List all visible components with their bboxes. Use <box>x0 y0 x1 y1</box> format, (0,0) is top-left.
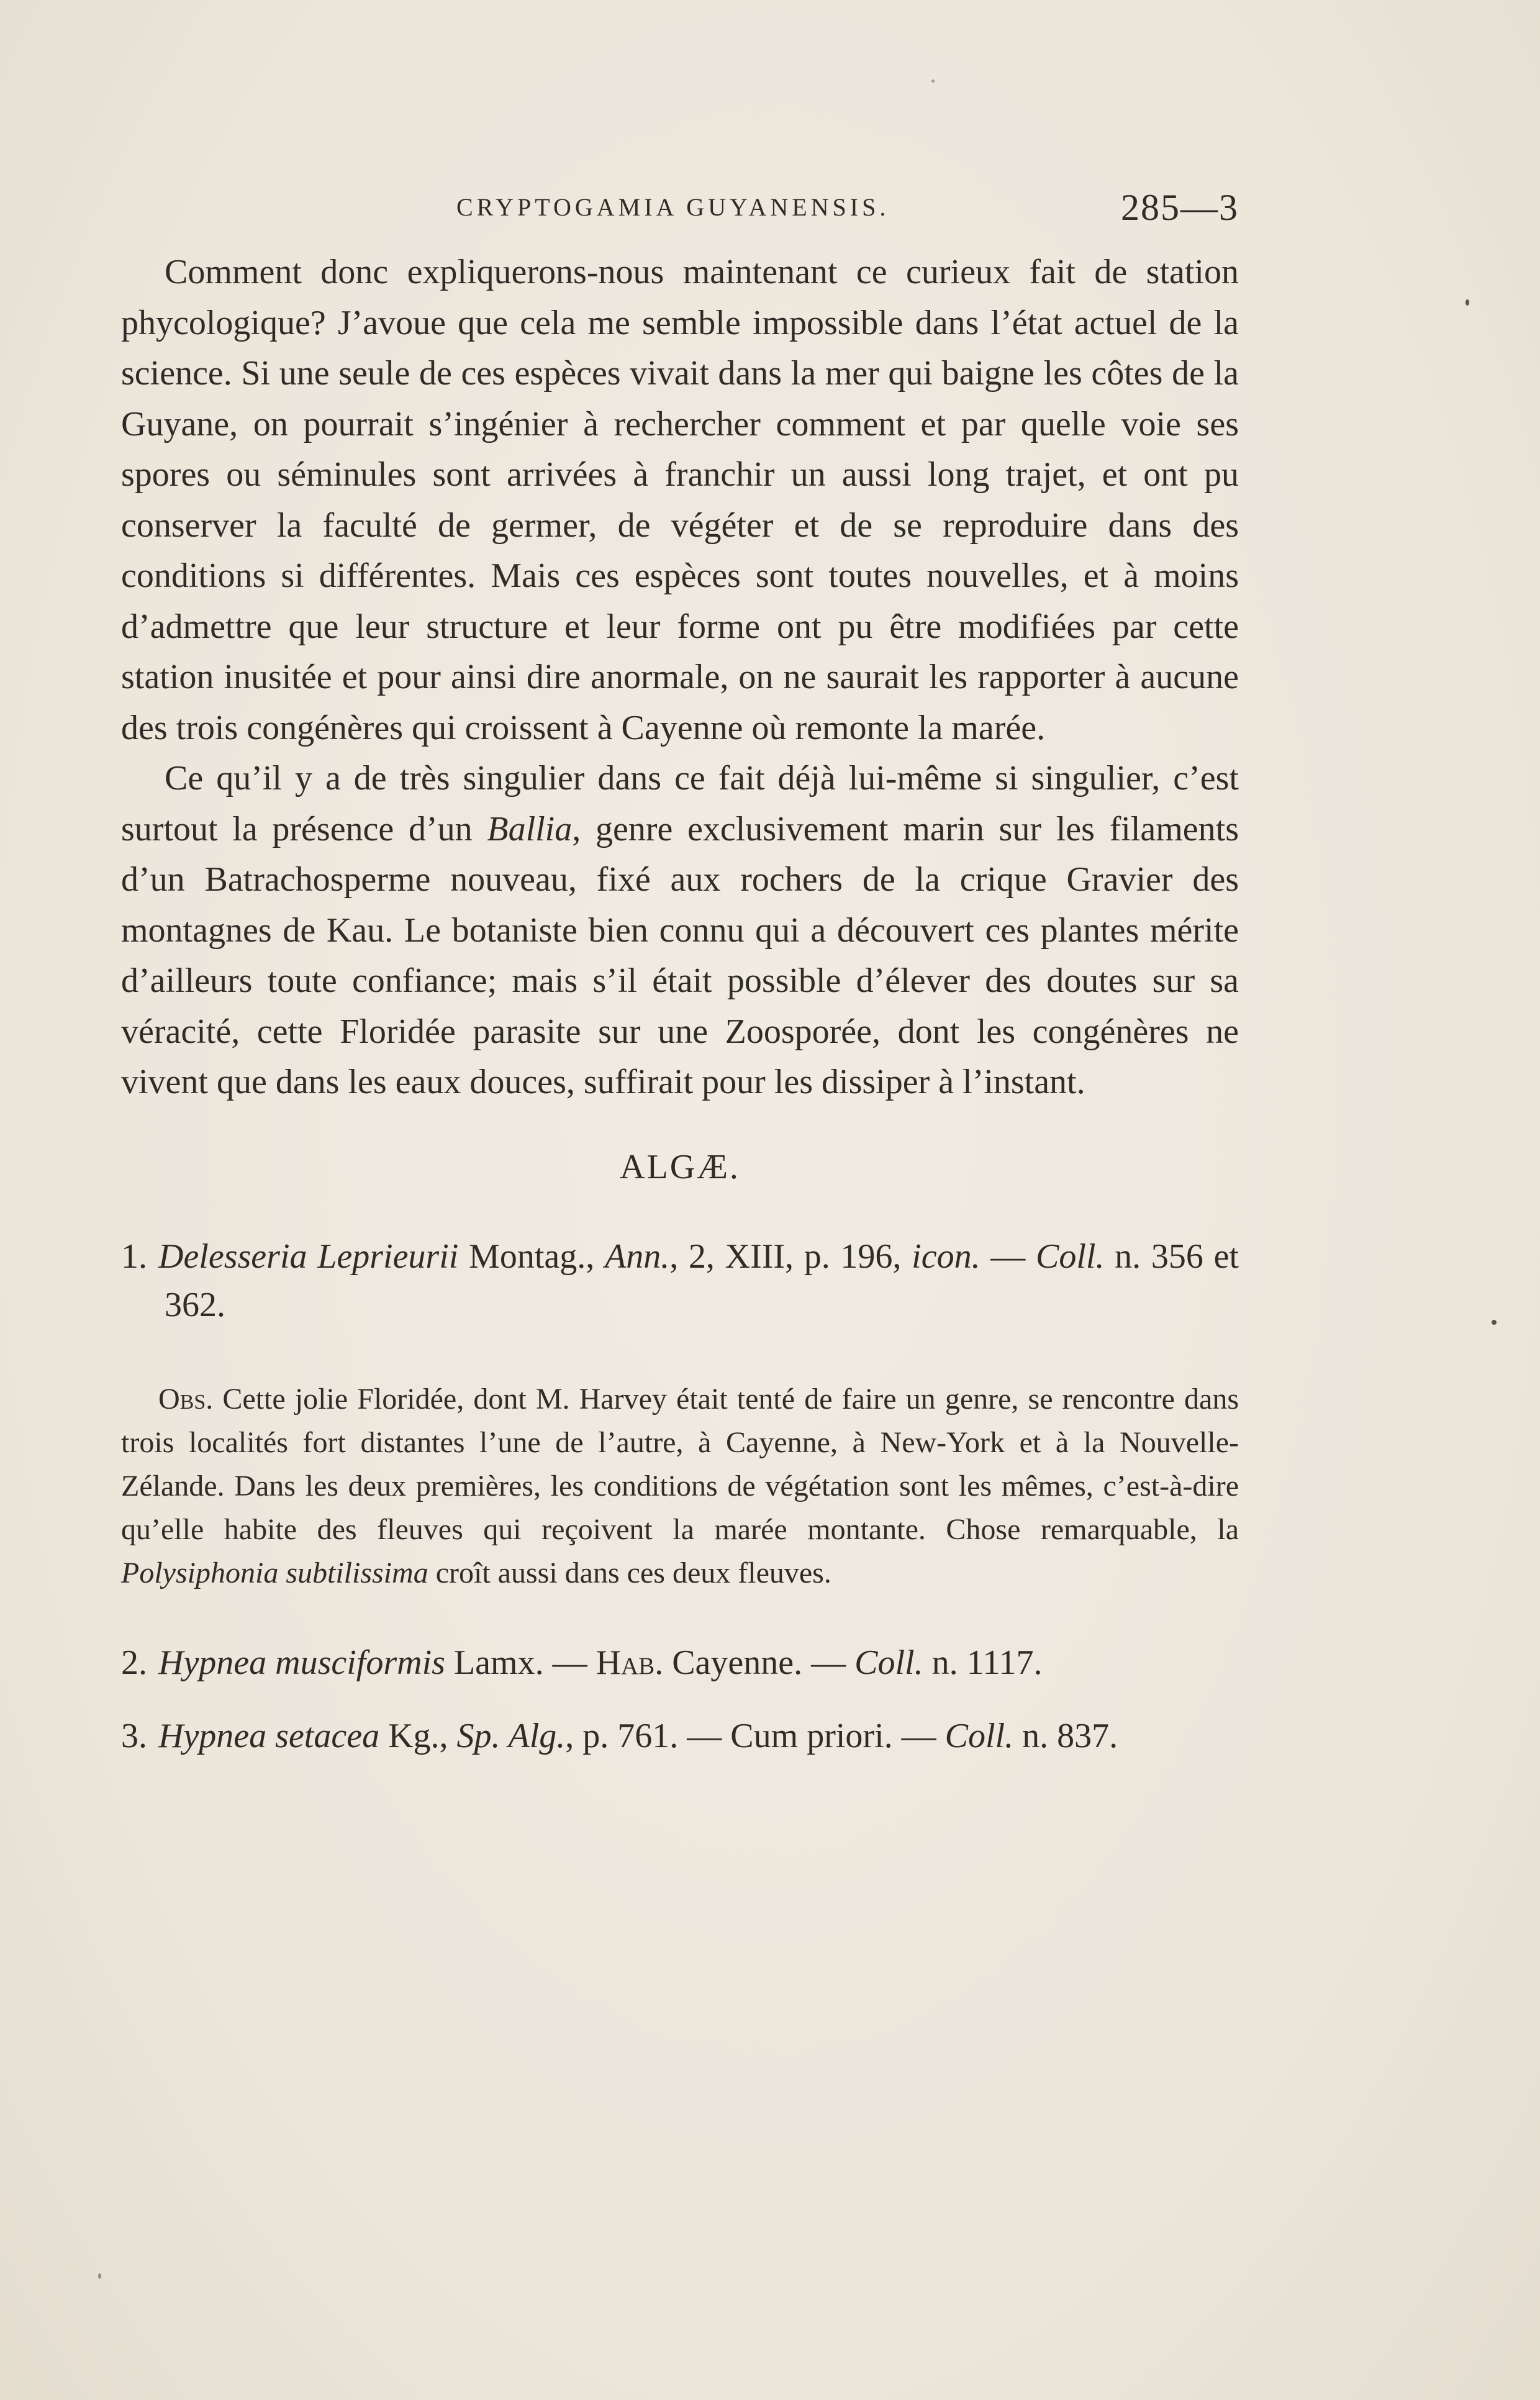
paragraph-1-text: Comment donc expliquerons-nous maintenant ce curieux fait de station phycologique? J’avoue que cela me semble impossible dans l’état actuel de la science. Si une seule de ces espèces vivait dans la mer qui baigne les côtes de la Guyane, on pourrait s’ingénier à rechercher comment et par quelle voie ses spores ou séminules sont arrivées à franchir un aussi long trajet, et ont pu conserver la faculté de germer, de végéter et de se reproduire dans des conditions si différentes. Mais ces espèces sont toutes nouvelles, et à moins d’admettre que leur structure et leur forme ont pu être modifiées par cette station inusitée et pour ainsi dire anormale, on ne saurait les rapporter à aucune des trois congénères qui croissent à Cayenne où remonte la marée. <box>121 253 1239 747</box>
running-title: CRYPTOGAMIA GUYANENSIS. <box>456 193 890 221</box>
entry-2-coll-label: Coll. <box>854 1643 923 1682</box>
entry-2-hab: Cayenne. — <box>663 1643 855 1682</box>
entry-3-ref: , p. 761. — Cum priori. — <box>565 1716 945 1755</box>
entry-3-coll-label: Coll. <box>944 1716 1014 1755</box>
entry-2 <box>121 1639 1239 1687</box>
obs-label: Obs. <box>158 1382 214 1416</box>
entry-1-author: Montag., <box>458 1237 605 1276</box>
entry-1-ref: , 2, XIII, p. 196, <box>669 1237 912 1276</box>
entry-2-author: Lamx. — <box>445 1643 596 1682</box>
entry-1-coll: n. 356 et 362. <box>165 1237 1239 1324</box>
paper-speck <box>98 2273 101 2279</box>
paragraph-1 <box>121 247 1239 753</box>
paper-speck <box>931 80 935 83</box>
page-header <box>121 186 1239 236</box>
page-number: 285—3 <box>1121 187 1239 228</box>
entry-1-number: 1. <box>121 1237 147 1276</box>
section-title: ALGÆ. <box>620 1147 740 1186</box>
entry-3-ref-italic: Sp. Alg. <box>456 1716 566 1755</box>
entry-1-dash: — <box>980 1237 1036 1276</box>
entry-3-coll: n. 837. <box>1013 1716 1118 1755</box>
paragraph-2-italic-genus: Ballia <box>487 809 573 848</box>
entry-2-number: 2. <box>121 1643 147 1682</box>
body-text <box>121 247 1239 1760</box>
obs-italic-species: Polysiphonia subtilissima <box>121 1556 428 1589</box>
obs-text-after: croît aussi dans ces deux fleuves. <box>428 1556 831 1589</box>
paragraph-2 <box>121 753 1239 1108</box>
entry-2-hab-label: Hab. <box>596 1643 664 1682</box>
entry-2-coll: n. 1117. <box>923 1643 1043 1682</box>
entry-1-ref-italic-2: icon. <box>912 1237 981 1276</box>
paper-speck <box>1465 299 1469 306</box>
paper-speck <box>1492 1320 1497 1325</box>
observation-note <box>121 1378 1239 1595</box>
entry-1-species: Delesseria Leprieurii <box>158 1237 459 1276</box>
entry-1 <box>121 1232 1239 1329</box>
entry-3-author: Kg., <box>379 1716 457 1755</box>
paragraph-2-text-after: , genre exclusivement marin sur les filaments d’un Batrachosperme nouveau, fixé aux rochers de la crique Gravier des montagnes de Kau. Le botaniste bien connu qui a découvert ces plantes mérite d’ailleurs toute confiance; mais s’il était possible d’élever des doutes sur sa véracité, cette Floridée parasite sur une Zoosporée, dont les congénères ne vivent que dans les eaux douces, suffirait pour les dissiper à l’instant. <box>121 809 1239 1101</box>
obs-text-before: Cette jolie Floridée, dont M. Harvey était tenté de faire un genre, se rencontre dans trois localités fort distantes l’une de l’autre, à Cayenne, à New-York et à la Nouvelle-Zélande. Dans les deux premières, les conditions de végétation sont les mêmes, c’est-à-dire qu’elle habite des fleuves qui reçoivent la marée montante. Chose remarquable, la <box>121 1382 1239 1546</box>
entry-1-coll-label: Coll. <box>1036 1237 1105 1276</box>
entry-2-species: Hypnea musciformis <box>158 1643 445 1682</box>
paragraph-2-text-before: Ce qu’il y a de très singulier dans ce fait déjà lui-même si singulier, c’est surtout la présence d’un <box>121 759 1239 848</box>
entry-3-number: 3. <box>121 1716 147 1755</box>
entry-1-ref-italic: Ann. <box>604 1237 670 1276</box>
entry-3-species: Hypnea setacea <box>158 1716 380 1755</box>
entry-3 <box>121 1712 1239 1760</box>
